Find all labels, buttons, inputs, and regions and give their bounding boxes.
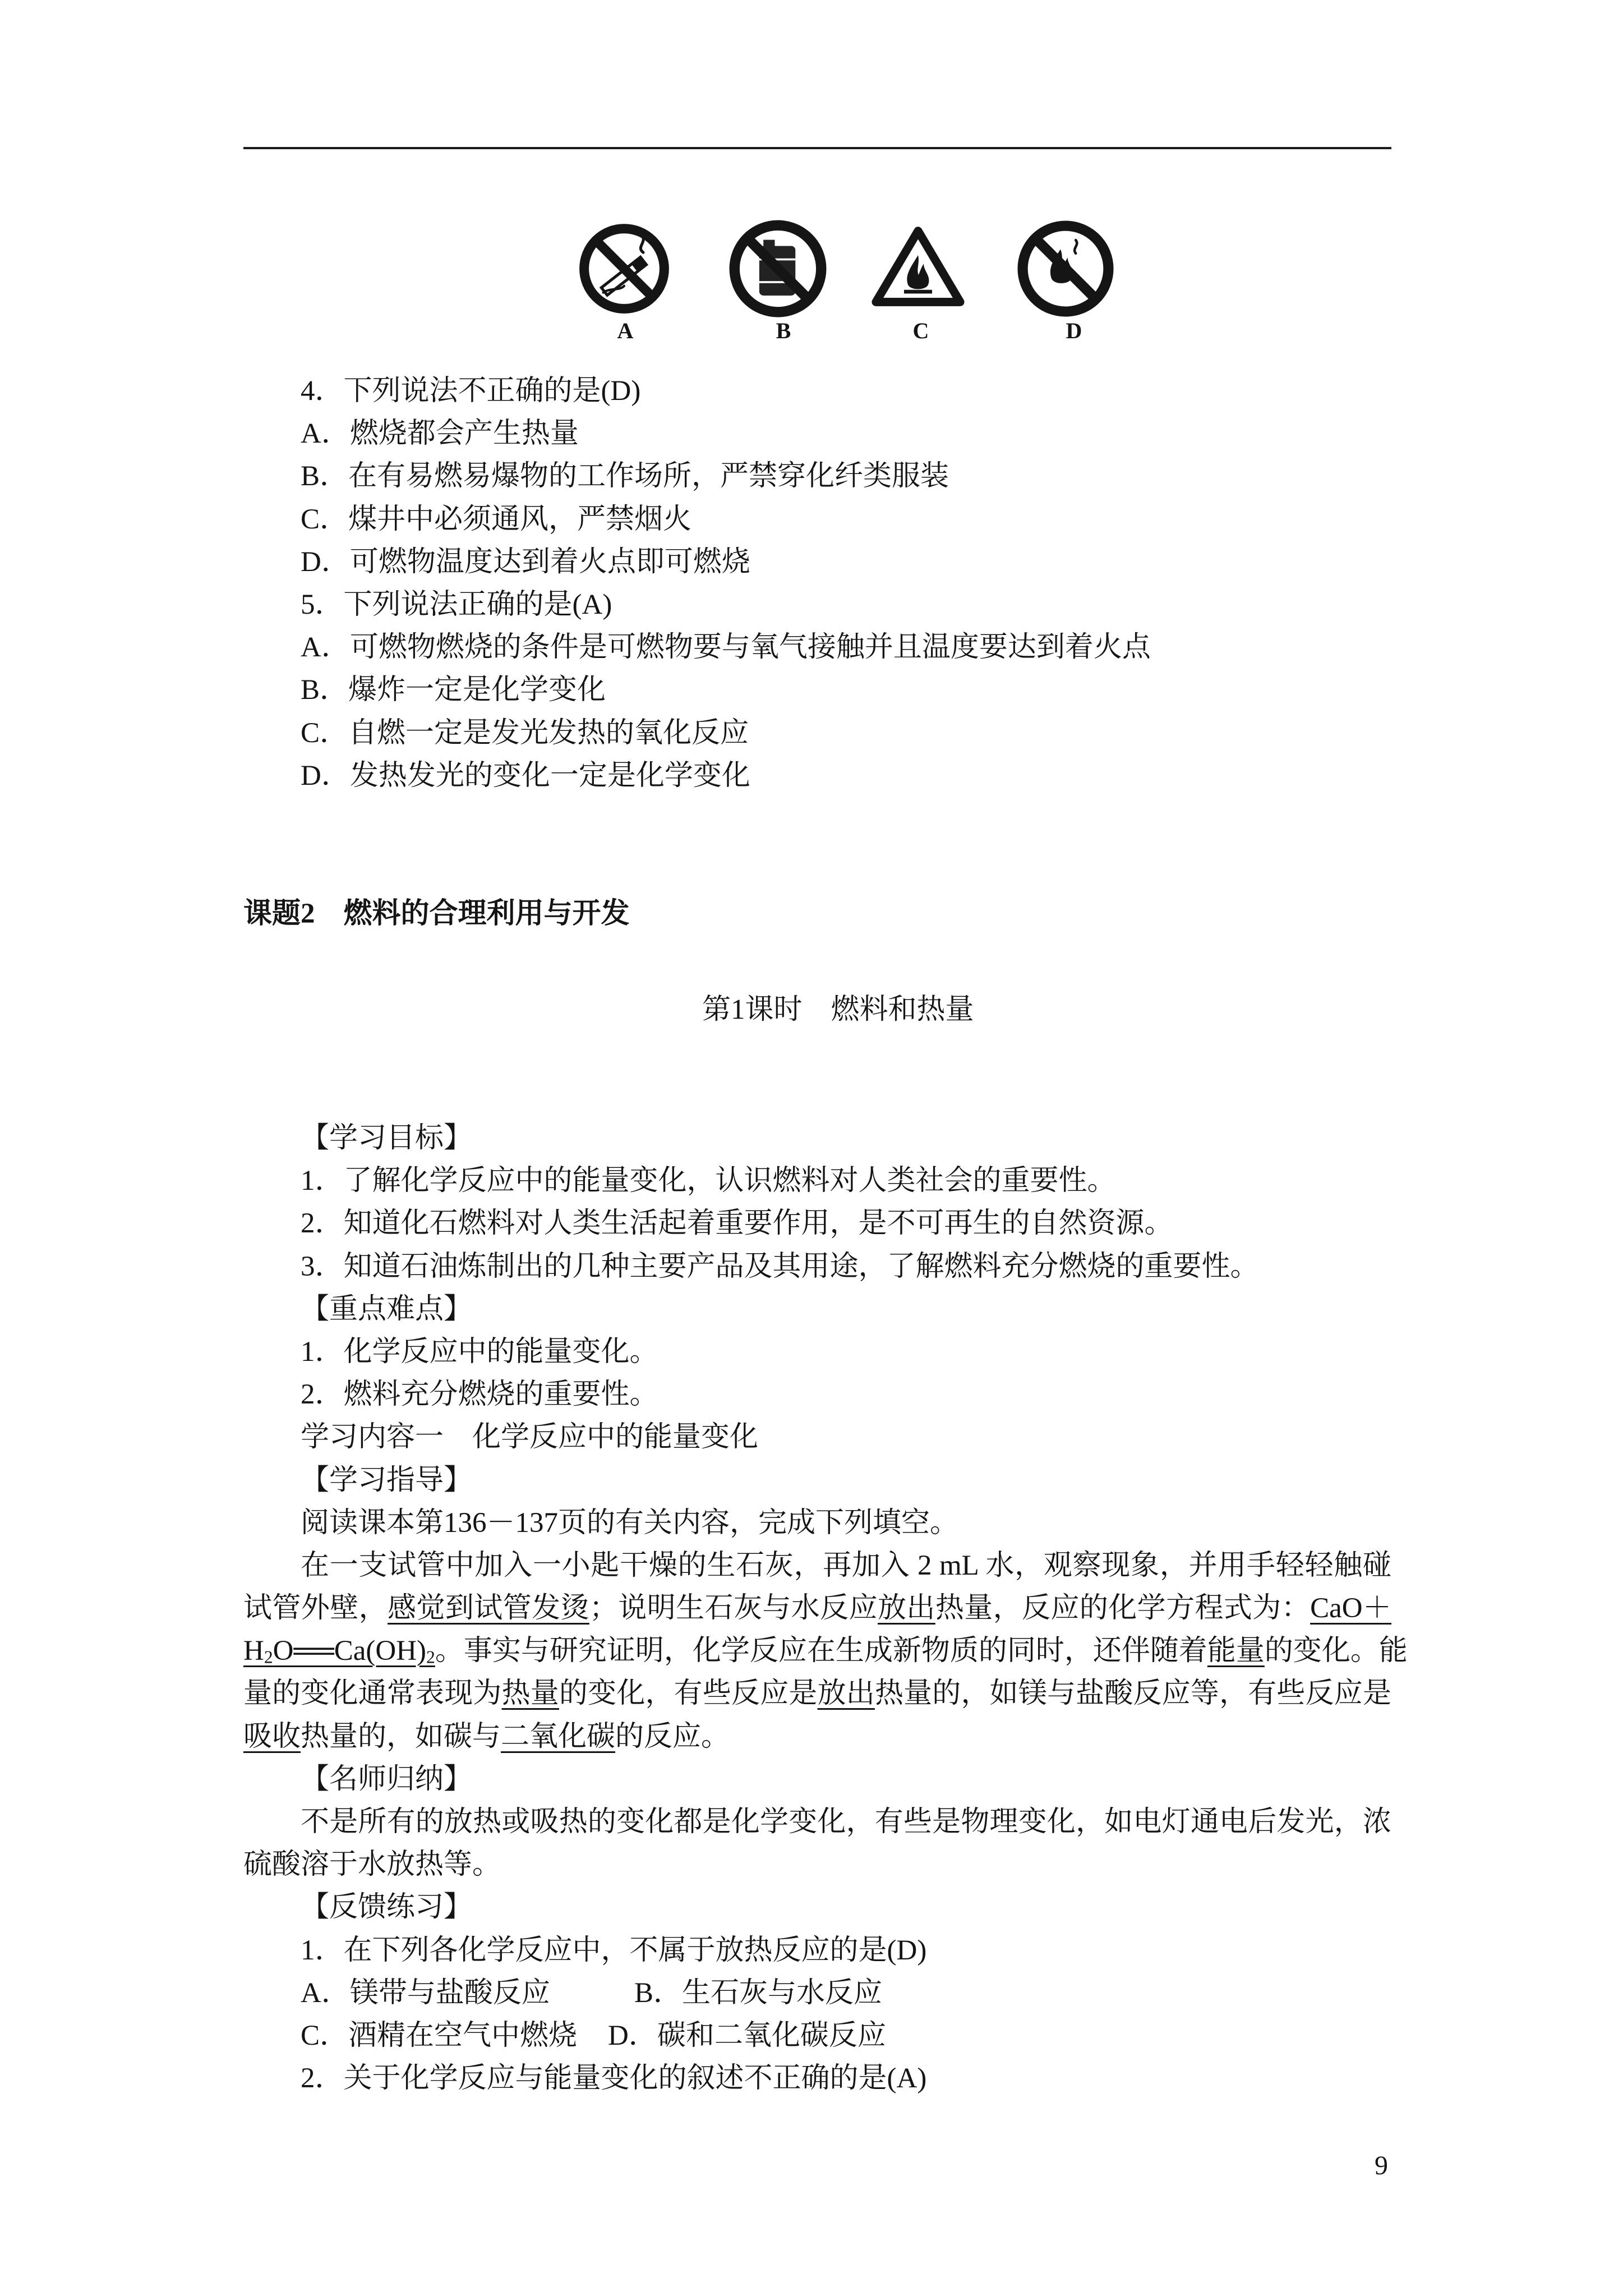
sign-label-b: B — [776, 318, 791, 343]
no-smoking-icon — [577, 221, 672, 316]
question-option: B．在有易燃易爆物的工作场所，严禁穿化纤类服装 — [301, 461, 949, 493]
sign-d — [1015, 218, 1117, 320]
guide-paragraph-line — [243, 1715, 1391, 1758]
paragraph-text: 热量的，如镁与盐酸反应等，有些反应是 — [874, 1678, 1391, 1710]
equation-subscript: 2 — [426, 1647, 435, 1667]
guide-paragraph-line — [243, 1672, 1391, 1715]
paragraph-text: ；说明生石灰与水反应 — [589, 1593, 878, 1625]
sign-label-d: D — [1066, 318, 1082, 343]
equation-part: H — [243, 1635, 264, 1667]
answer-blank: CaO＋ — [1310, 1593, 1391, 1625]
sign-label-c: C — [912, 318, 929, 343]
paragraph-text: 热量，反应的化学方程式为： — [935, 1593, 1311, 1625]
question-option: C．自燃一定是发光发热的氧化反应 — [301, 717, 749, 749]
guide-intro: 阅读课本第136－137页的有关内容，完成下列填空。 — [301, 1507, 959, 1539]
answer-blank: 放出 — [877, 1593, 935, 1625]
question-option: D．发热发光的变化一定是化学变化 — [301, 760, 750, 792]
objectives-heading: 【学习目标】 — [301, 1122, 473, 1154]
no-flammables-icon — [726, 217, 829, 320]
answer-blank: 吸收 — [243, 1720, 301, 1752]
answer-blank: 二氧化碳 — [501, 1720, 616, 1752]
summary-heading: 【名师归纳】 — [301, 1763, 473, 1795]
header-rule — [243, 147, 1391, 149]
question-stem: 4．下列说法不正确的是(D) — [301, 375, 641, 407]
equation-part: O══Ca(OH) — [273, 1635, 427, 1667]
topic-title: 课题2 燃料的合理利用与开发 — [243, 898, 630, 930]
flammable-warning-icon — [871, 224, 965, 309]
key-point-item: 1．化学反应中的能量变化。 — [301, 1336, 658, 1368]
key-points-heading: 【重点难点】 — [301, 1293, 473, 1325]
question-block — [243, 370, 1391, 797]
objective-item: 1．了解化学反应中的能量变化，认识燃料对人类社会的重要性。 — [301, 1165, 1116, 1197]
paragraph-text: 热量的，如碳与 — [301, 1720, 501, 1752]
page-number: 9 — [1375, 2151, 1388, 2180]
question-option: A．可燃物燃烧的条件是可燃物要与氧气接触并且温度要达到着火点 — [301, 632, 1151, 664]
paragraph-text: 量的变化通常表现为 — [243, 1678, 502, 1710]
lesson-heading-block — [702, 988, 1319, 1031]
objective-item: 3．知道石油炼制出的几种主要产品及其用途，了解燃料充分燃烧的重要性。 — [301, 1250, 1259, 1282]
content-one-title: 学习内容一 化学反应中的能量变化 — [301, 1421, 759, 1453]
key-point-item: 2．燃料充分燃烧的重要性。 — [301, 1379, 658, 1411]
objective-item: 2．知道化石燃料对人类生活起着重要作用，是不可再生的自然资源。 — [301, 1208, 1173, 1240]
paragraph-text: 在一支试管中加入一小匙干燥的生石灰，再加入 2 mL 水，观察现象，并用手轻轻触碰 — [301, 1549, 1391, 1581]
summary-line: 硫酸溶于水放热等。 — [243, 1849, 501, 1881]
equation-answer — [243, 1635, 435, 1667]
answer-blank: 热量 — [501, 1678, 559, 1710]
answer-blank: 感觉到试管发烫 — [388, 1593, 589, 1625]
sign-c — [871, 224, 965, 309]
lesson-title: 第1课时 燃料和热量 — [702, 994, 974, 1025]
feedback-options-row — [243, 1972, 1391, 2014]
paragraph-text: 的变化，有些反应是 — [559, 1678, 818, 1710]
sign-a — [577, 221, 672, 316]
question-option: C．煤井中必须通风，严禁烟火 — [301, 503, 692, 535]
feedback-question-stem: 2．关于化学反应与能量变化的叙述不正确的是(A) — [301, 2063, 927, 2095]
equation-subscript: 2 — [264, 1647, 273, 1667]
question-option: B．爆炸一定是化学变化 — [301, 674, 606, 706]
paragraph-text: 。事实与研究证明，化学反应在生成新物质的同时，还伴随着 — [435, 1635, 1207, 1667]
question-option: D．可燃物温度达到着火点即可燃烧 — [301, 546, 750, 578]
feedback-heading: 【反馈练习】 — [301, 1892, 473, 1924]
guide-paragraph-line — [243, 1587, 1391, 1630]
lesson-body — [243, 1117, 1408, 2100]
feedback-option: C．酒精在空气中燃烧 — [301, 2019, 578, 2051]
paragraph-text: 试管外壁， — [243, 1593, 388, 1625]
feedback-option: D．碳和二氧化碳反应 — [608, 2019, 886, 2051]
feedback-option: A．镁带与盐酸反应 — [301, 1977, 550, 2009]
guide-paragraph-line — [243, 1544, 1391, 1587]
feedback-option: B．生石灰与水反应 — [634, 1977, 883, 2009]
question-option: A．燃烧都会产生热量 — [301, 418, 579, 450]
sign-label-a: A — [617, 318, 634, 343]
feedback-options-row — [243, 2014, 1391, 2057]
guide-paragraph-line — [243, 1630, 1408, 1672]
topic-heading-block — [243, 892, 1391, 935]
paragraph-text: 的变化。能 — [1264, 1635, 1408, 1667]
question-stem: 5．下列说法正确的是(A) — [301, 588, 612, 620]
answer-blank: 能量 — [1207, 1635, 1265, 1667]
feedback-question-stem: 1．在下列各化学反应中，不属于放热反应的是(D) — [301, 1934, 927, 1966]
paragraph-text: 的反应。 — [615, 1720, 730, 1752]
guide-heading: 【学习指导】 — [301, 1464, 473, 1496]
answer-blank: 放出 — [817, 1678, 875, 1710]
no-fire-icon — [1015, 218, 1117, 320]
summary-line: 不是所有的放热或吸热的变化都是化学变化，有些是物理变化，如电灯通电后发光，浓 — [301, 1806, 1391, 1838]
sign-b — [726, 217, 829, 320]
